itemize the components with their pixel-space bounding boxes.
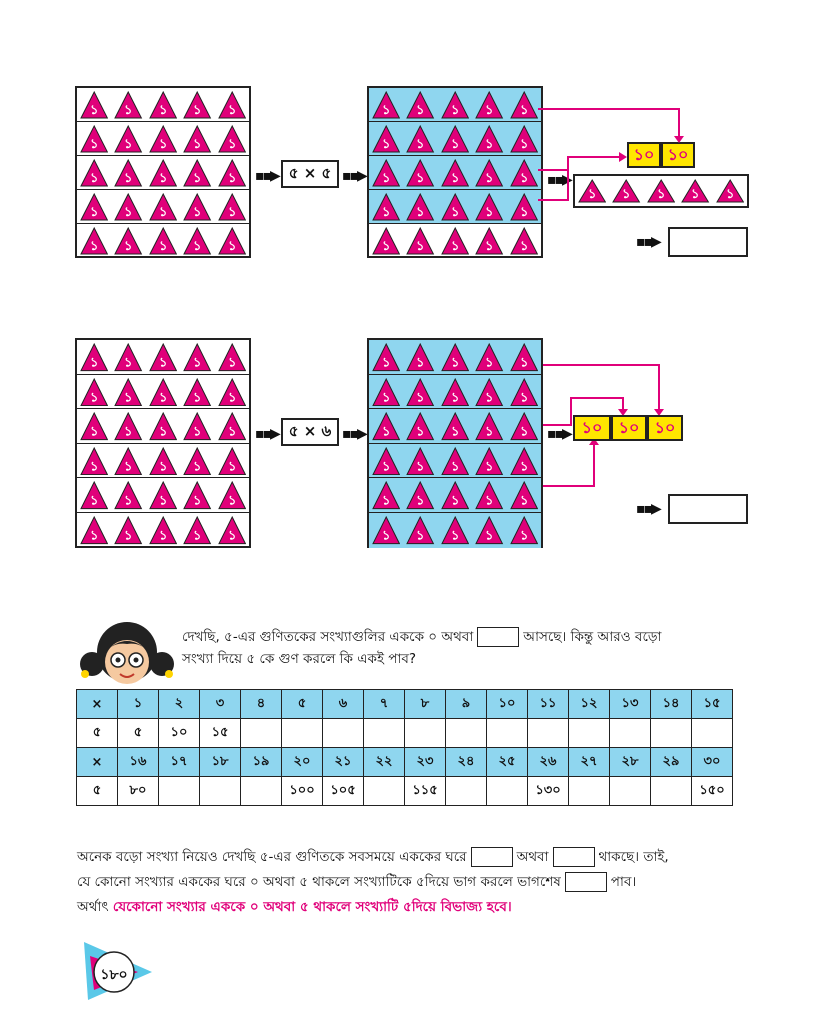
triangle-label: ১ [193, 239, 202, 254]
triangle-label: ১ [227, 528, 237, 544]
triangle-label: ১ [193, 493, 202, 509]
triangle-label: ১ [485, 103, 494, 118]
triangle-one-icon [475, 378, 503, 407]
triangle-label: ১ [450, 390, 460, 406]
triangle-one-icon [441, 343, 469, 372]
table-cell: ১৫ [692, 690, 733, 719]
triangle-label: ১ [622, 187, 631, 202]
triangle-label: ১ [124, 528, 133, 544]
table-cell: ৬ [323, 690, 364, 719]
table-cell: ৯ [446, 690, 487, 719]
triangle-label: ১ [89, 390, 99, 406]
triangle-one-icon [441, 481, 469, 510]
triangle-one-icon [372, 378, 400, 407]
triangle-label: ১ [227, 137, 237, 152]
triangle-label: ১ [381, 171, 391, 186]
triangle-label: ১ [519, 103, 529, 118]
table-cell: ২৬ [528, 748, 569, 777]
triangle-label: ১ [416, 171, 425, 186]
speech-line1-a: দেখছি, ৫-এর গুণিতকের সংখ্যাগুলির এককে ০ অথবা [182, 629, 474, 645]
table-cell[interactable] [241, 777, 282, 806]
triangle-label: ১ [158, 493, 168, 509]
triangle-label: ১ [450, 355, 460, 371]
triangle-one-icon [80, 481, 108, 510]
triangle-one-icon [510, 378, 538, 407]
triangle-one-icon [114, 447, 142, 476]
triangle-one-icon [510, 412, 538, 441]
triangle-label: ১ [381, 390, 391, 406]
triangle-label: ১ [124, 355, 133, 371]
triangle-one-icon [218, 516, 246, 545]
triangle-label: ১ [381, 459, 391, 475]
triangle-one-icon [149, 516, 177, 545]
triangle-label: ১ [227, 493, 237, 509]
triangle-label: ১ [381, 239, 391, 254]
triangle-label: ১ [416, 528, 425, 544]
table-cell: ৫ [118, 719, 159, 748]
triangle-label: ১ [519, 239, 529, 254]
triangle-label: ১ [450, 459, 460, 475]
triangle-one-icon [475, 343, 503, 372]
triangle-one-icon [406, 378, 434, 407]
table-cell: ২২ [364, 748, 405, 777]
triangle-label: ১ [89, 355, 99, 371]
triangle-label: ১ [381, 424, 391, 440]
table-cell: ২৪ [446, 748, 487, 777]
table-cell: ১৩ [610, 690, 651, 719]
triangle-one-icon [372, 481, 400, 510]
table-cell[interactable] [569, 719, 610, 748]
table-cell: ৭ [364, 690, 405, 719]
triangle-row [77, 478, 249, 513]
table-cell[interactable] [528, 719, 569, 748]
triangle-label: ১ [227, 355, 237, 371]
table-cell[interactable] [446, 719, 487, 748]
triangle-one-icon [372, 343, 400, 372]
table-cell[interactable] [610, 777, 651, 806]
arrow-icon: ▪▪▶ [636, 234, 660, 250]
conclusion-line1-c: থাকছে। তাই, [598, 849, 669, 865]
table-cell: ৫ [282, 690, 323, 719]
blank-box[interactable] [471, 847, 513, 867]
table-cell: ১১ [528, 690, 569, 719]
table-cell: ১৫০ [692, 777, 733, 806]
triangle-one-icon [114, 516, 142, 545]
triangle-label: ১ [89, 239, 99, 254]
conclusion-text [77, 845, 767, 920]
triangle-label: ১ [227, 459, 237, 475]
triangle-one-icon [114, 412, 142, 441]
triangle-label: ১ [519, 355, 529, 371]
table-cell: ৪ [241, 690, 282, 719]
triangle-label: ১ [381, 528, 391, 544]
table-cell: ১৯ [241, 748, 282, 777]
girl-illustration [80, 612, 175, 692]
girl-speech-text [182, 626, 782, 670]
table-cell: × [77, 748, 118, 777]
triangle-label: ১ [725, 187, 735, 202]
table-cell: ২৫ [487, 748, 528, 777]
table-cell: ২০ [282, 748, 323, 777]
table-cell[interactable] [200, 777, 241, 806]
triangle-label: ১ [485, 459, 494, 475]
triangle-label: ১ [193, 171, 202, 186]
table-cell: ৫ [77, 777, 118, 806]
triangle-one-icon [183, 516, 211, 545]
triangle-label: ১ [124, 205, 133, 220]
triangle-one-icon [406, 412, 434, 441]
triangle-label: ১ [124, 239, 133, 254]
triangle-one-icon [149, 412, 177, 441]
arrow-icon: ▪▪▶ [342, 168, 366, 184]
table-cell[interactable] [487, 719, 528, 748]
triangle-label: ১ [158, 103, 168, 118]
triangle-label: ১ [124, 424, 133, 440]
triangle-label: ১ [416, 459, 425, 475]
arrow-icon: ▪▪▶ [255, 168, 279, 184]
triangle-label: ১ [587, 187, 597, 202]
table-cell[interactable] [651, 777, 692, 806]
triangle-one-icon [149, 447, 177, 476]
triangle-one-icon [406, 481, 434, 510]
triangle-label: ১ [89, 493, 99, 509]
triangle-label: ১ [691, 187, 700, 202]
speech-line1-b: আসছে। কিন্তু আরও বড়ো [523, 629, 662, 645]
triangle-label: ১ [519, 493, 529, 509]
triangle-label: ১ [227, 205, 237, 220]
table-cell: ৮ [405, 690, 446, 719]
answer-box[interactable] [668, 494, 748, 524]
triangle-one-icon [183, 343, 211, 372]
triangle-label: ১ [519, 137, 529, 152]
triangle-one-icon [114, 481, 142, 510]
triangle-label: ১ [124, 390, 133, 406]
triangle-label: ১ [485, 239, 494, 254]
triangle-label: ১ [485, 355, 494, 371]
table-cell: ১০ [487, 690, 528, 719]
triangle-one-icon [218, 447, 246, 476]
triangle-label: ১ [158, 528, 168, 544]
triangle-label: ১ [485, 171, 494, 186]
triangle-label: ১ [227, 239, 237, 254]
table-cell: ১০৫ [323, 777, 364, 806]
triangle-one-icon [372, 447, 400, 476]
table-cell: ১৩০ [528, 777, 569, 806]
speech-line2: সংখ্যা দিয়ে ৫ কে গুণ করলে কি একই পাব? [182, 651, 417, 667]
conclusion-line3-a: অর্থাৎ [77, 899, 109, 915]
triangle-label: ১ [485, 205, 494, 220]
triangle-label: ১ [450, 528, 460, 544]
triangle-one-icon [80, 378, 108, 407]
table-row [77, 690, 733, 719]
triangle-one-icon [149, 343, 177, 372]
triangle-label: ১ [450, 239, 460, 254]
triangle-label: ১ [519, 424, 529, 440]
triangle-label: ১ [450, 205, 460, 220]
triangle-label: ১ [450, 103, 460, 118]
triangle-label: ১ [450, 137, 460, 152]
triangle-label: ১ [381, 355, 391, 371]
triangle-label: ১ [193, 205, 202, 220]
table-cell[interactable] [364, 719, 405, 748]
table-cell: ১৬ [118, 748, 159, 777]
ten-box: ১০ [661, 142, 695, 168]
triangle-label: ১ [416, 137, 425, 152]
triangle-one-icon [149, 378, 177, 407]
arrow-icon: ▪▪▶ [547, 426, 571, 442]
triangle-label: ১ [227, 103, 237, 118]
triangle-one-icon [183, 412, 211, 441]
triangle-label: ১ [450, 493, 460, 509]
triangle-one-icon [441, 412, 469, 441]
triangle-row [369, 513, 541, 548]
table-cell: ৩০ [692, 748, 733, 777]
triangle-label: ১ [519, 459, 529, 475]
triangle-one-icon [510, 516, 538, 545]
triangle-label: ১ [124, 137, 133, 152]
triangle-one-icon [80, 412, 108, 441]
table-cell[interactable] [241, 719, 282, 748]
triangle-row [369, 375, 541, 410]
triangle-one-icon [114, 378, 142, 407]
triangle-row [77, 513, 249, 548]
table-cell: ২৩ [405, 748, 446, 777]
triangle-one-icon [406, 343, 434, 372]
triangle-label: ১ [193, 424, 202, 440]
table-cell[interactable] [651, 719, 692, 748]
multiplication-expression-box: ৫ × ৬ [281, 418, 339, 446]
triangle-label: ১ [193, 459, 202, 475]
triangle-label: ১ [485, 493, 494, 509]
triangle-one-icon [510, 447, 538, 476]
triangle-label: ১ [416, 103, 425, 118]
triangle-one-icon [149, 481, 177, 510]
multiplication-expression-box: ৫ × ৫ [281, 160, 339, 188]
table-cell[interactable] [364, 777, 405, 806]
triangle-label: ১ [158, 424, 168, 440]
table-cell: ২৭ [569, 748, 610, 777]
triangle-one-icon [218, 378, 246, 407]
triangle-one-icon [510, 481, 538, 510]
triangle-label: ১ [519, 528, 529, 544]
table-cell: ২১ [323, 748, 364, 777]
blank-box[interactable] [565, 872, 607, 892]
table-cell: ১৪ [651, 690, 692, 719]
triangle-label: ১ [450, 171, 460, 186]
multiples-table [76, 689, 733, 806]
table-cell[interactable] [692, 719, 733, 748]
table-cell: ৩ [200, 690, 241, 719]
table-cell: ২৮ [610, 748, 651, 777]
arrow-icon: ▪▪▶ [255, 426, 279, 442]
table-cell[interactable] [405, 719, 446, 748]
triangle-one-icon [372, 412, 400, 441]
table-cell: ১০ [159, 719, 200, 748]
table-cell: ১ [118, 690, 159, 719]
triangle-label: ১ [416, 239, 425, 254]
table-cell: ১৮ [200, 748, 241, 777]
triangle-label: ১ [193, 103, 202, 118]
arrow-icon: ▪▪▶ [342, 426, 366, 442]
table-cell: ২৯ [651, 748, 692, 777]
triangle-label: ১ [158, 205, 168, 220]
triangle-label: ১ [227, 171, 237, 186]
triangle-row [77, 409, 249, 444]
triangle-label: ১ [519, 390, 529, 406]
table-cell[interactable] [446, 777, 487, 806]
table-cell[interactable] [487, 777, 528, 806]
triangle-label: ১ [158, 390, 168, 406]
triangle-row [369, 409, 541, 444]
triangle-label: ১ [193, 528, 202, 544]
triangle-label: ১ [193, 355, 202, 371]
triangle-one-icon [441, 378, 469, 407]
triangle-label: ১ [227, 424, 237, 440]
triangle-label: ১ [416, 355, 425, 371]
triangle-label: ১ [656, 187, 666, 202]
triangle-one-icon [406, 516, 434, 545]
triangle-one-icon [218, 481, 246, 510]
table-row [77, 748, 733, 777]
table-cell: ১০০ [282, 777, 323, 806]
triangle-label: ১ [485, 137, 494, 152]
triangle-label: ১ [124, 171, 133, 186]
triangle-one-icon [183, 481, 211, 510]
triangle-label: ১ [124, 459, 133, 475]
triangle-label: ১ [416, 390, 425, 406]
triangle-row [369, 478, 541, 513]
triangle-label: ১ [416, 493, 425, 509]
triangle-one-icon [183, 447, 211, 476]
triangle-label: ১ [381, 103, 391, 118]
triangle-row [77, 375, 249, 410]
triangle-one-icon [218, 343, 246, 372]
triangle-label: ১ [158, 171, 168, 186]
triangle-one-icon [80, 447, 108, 476]
table-cell[interactable] [159, 777, 200, 806]
triangle-one-icon [510, 343, 538, 372]
triangle-row [77, 444, 249, 479]
triangle-label: ১ [89, 528, 99, 544]
table-cell[interactable] [282, 719, 323, 748]
ten-box: ১০ [573, 415, 611, 441]
triangle-grid-5x6-left [75, 338, 251, 548]
table-cell: ১৭ [159, 748, 200, 777]
triangle-one-icon [406, 447, 434, 476]
triangle-label: ১ [485, 528, 494, 544]
triangle-label: ১ [124, 103, 133, 118]
triangle-row [369, 444, 541, 479]
triangle-label: ১ [158, 239, 168, 254]
triangle-label: ১ [89, 459, 99, 475]
ten-box: ১০ [627, 142, 661, 168]
triangle-one-icon [475, 481, 503, 510]
triangle-label: ১ [89, 171, 99, 186]
table-cell: ১৫ [200, 719, 241, 748]
triangle-one-icon [372, 516, 400, 545]
divisibility-rule: যেকোনো সংখ্যার এককে ০ অথবা ৫ থাকলে সংখ্যাটি ৫দিয়ে বিভাজ্য হবে। [112, 899, 512, 915]
triangle-one-icon [80, 343, 108, 372]
triangle-label: ১ [89, 424, 99, 440]
triangle-label: ১ [158, 355, 168, 371]
conclusion-line2-b: পাব। [610, 874, 637, 890]
triangle-row [369, 340, 541, 375]
triangle-label: ১ [89, 137, 99, 152]
table-row [77, 777, 733, 806]
triangle-label: ১ [416, 424, 425, 440]
table-cell: ১১৫ [405, 777, 446, 806]
page-number: ১৮০ [100, 967, 128, 983]
blank-box[interactable] [553, 847, 595, 867]
triangle-label: ১ [227, 390, 237, 406]
triangle-label: ১ [519, 205, 529, 220]
conclusion-line1-b: অথবা [516, 849, 549, 865]
table-row [77, 719, 733, 748]
triangle-one-icon [441, 516, 469, 545]
table-cell: ২ [159, 690, 200, 719]
triangle-label: ১ [89, 103, 99, 118]
conclusion-line1-a: অনেক বড়ো সংখ্যা নিয়েও দেখছি ৫-এর গুণিতকে সবসময়ে এককের ঘরে [77, 849, 467, 865]
triangle-label: ১ [89, 205, 99, 220]
conclusion-line2-a: যে কোনো সংখ্যার এককের ঘরে ০ অথবা ৫ থাকলে সংখ্যাটিকে ৫দিয়ে ভাগ করলে ভাগশেষ [77, 874, 561, 890]
triangle-label: ১ [158, 459, 168, 475]
triangle-grid-5x6-highlighted [367, 338, 543, 548]
triangle-one-icon [441, 447, 469, 476]
triangle-label: ১ [381, 137, 391, 152]
blank-box[interactable] [477, 627, 519, 647]
triangle-label: ১ [381, 493, 391, 509]
triangle-one-icon [475, 412, 503, 441]
triangle-one-icon [183, 378, 211, 407]
triangle-one-icon [114, 343, 142, 372]
table-cell: ৮০ [118, 777, 159, 806]
triangle-label: ১ [519, 171, 529, 186]
table-cell: × [77, 690, 118, 719]
arrow-icon: ▪▪▶ [636, 501, 660, 517]
table-cell: ১২ [569, 690, 610, 719]
triangle-label: ১ [124, 493, 133, 509]
triangle-one-icon [475, 516, 503, 545]
triangle-one-icon [475, 447, 503, 476]
triangle-label: ১ [193, 137, 202, 152]
triangle-one-icon [80, 516, 108, 545]
triangle-one-icon [218, 412, 246, 441]
table-cell[interactable] [610, 719, 651, 748]
triangle-label: ১ [381, 205, 391, 220]
table-cell: ৫ [77, 719, 118, 748]
ten-box: ১০ [611, 415, 647, 441]
table-cell[interactable] [323, 719, 364, 748]
arrow-icon: ▪▪▶ [547, 172, 571, 188]
table-cell[interactable] [569, 777, 610, 806]
ten-box: ১০ [647, 415, 683, 441]
triangle-label: ১ [193, 390, 202, 406]
triangle-label: ১ [158, 137, 168, 152]
triangle-label: ১ [450, 424, 460, 440]
triangle-label: ১ [485, 424, 494, 440]
triangle-label: ১ [416, 205, 425, 220]
triangle-label: ১ [485, 390, 494, 406]
triangle-row [77, 340, 249, 375]
